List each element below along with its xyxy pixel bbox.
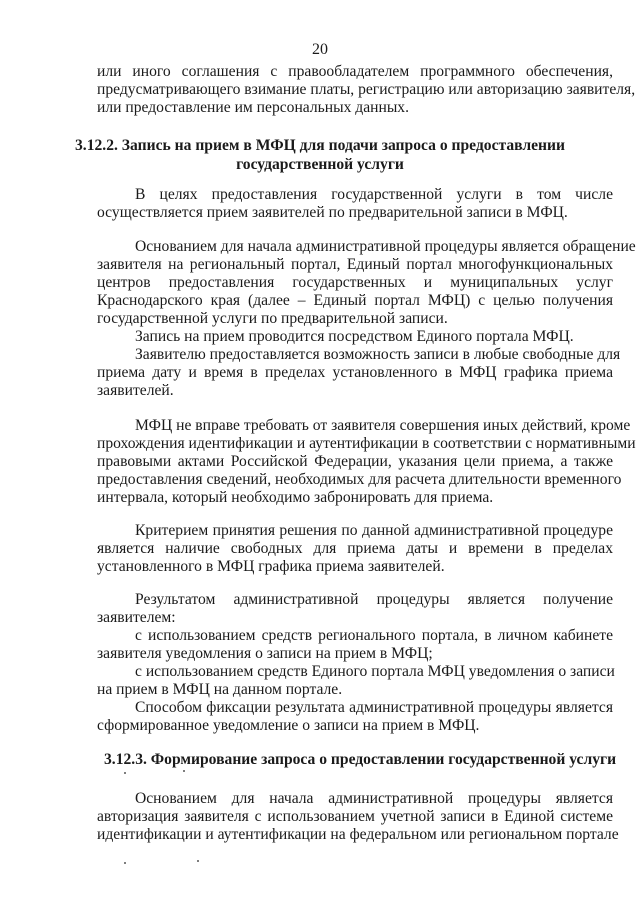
scan-speck	[124, 772, 126, 774]
text-line: Заявителю предоставляется возможность записи в любые свободные для	[135, 346, 621, 363]
scan-speck	[183, 770, 185, 772]
text-line: заявителя на региональный портал, Единый портал многофункциональных	[97, 256, 613, 273]
text-line: Краснодарского края (далее – Единый портал МФЦ) с целью получения	[97, 292, 613, 309]
text-line: с использованием средств Единого портала МФЦ уведомления о записи	[135, 663, 615, 680]
text-line: на прием в МФЦ на данном портале.	[97, 681, 343, 698]
scan-speck	[197, 860, 199, 862]
text-line: установленного в МФЦ графика приема заявителей.	[97, 558, 445, 575]
text-line: Результатом административной процедуры является получение	[135, 591, 613, 608]
text-line: осуществляется прием заявителей по предварительной записи в МФЦ.	[97, 204, 568, 221]
text-line: предусматривающего взимание платы, регистрацию или авторизацию заявителя,	[97, 81, 636, 98]
text-line: предоставления сведений, необходимых для расчета длительности временного	[97, 471, 622, 488]
text-line: В целях предоставления государственной услуги в том числе	[135, 186, 613, 203]
text-line: правовыми актами Российской Федерации, указания цели приема, а также	[97, 453, 613, 470]
text-line: сформированное уведомление о записи на прием в МФЦ.	[97, 717, 480, 734]
text-line: или предоставление им персональных данных.	[97, 99, 409, 116]
text-line: центров предоставления государственных и муниципальных услуг	[97, 274, 613, 291]
text-line: Запись на прием проводится посредством Единого портала МФЦ.	[135, 328, 574, 345]
text-line: прохождения идентификации и аутентификации в соответствии с нормативными	[97, 435, 636, 452]
text-line: или иного соглашения с правообладателем программного обеспечения,	[97, 63, 613, 80]
scan-speck	[124, 862, 126, 864]
text-line: идентификации и аутентификации на федеральном или региональном портале	[97, 826, 619, 843]
text-line: Основанием для начала административной процедуры является обращение	[135, 238, 636, 255]
section-heading-3-12-2: 3.12.2. Запись на прием в МФЦ для подачи запроса о предоставлении	[75, 137, 565, 154]
text-line: заявителей.	[97, 382, 174, 399]
text-line: интервала, который необходимо забронировать для приема.	[97, 489, 494, 506]
section-heading-3-12-2: государственной услуги	[236, 156, 404, 173]
text-line: с использованием средств регионального портала, в личном кабинете	[135, 627, 613, 644]
text-line: Критерием принятия решения по данной административной процедуре	[135, 522, 613, 539]
text-line: заявителя уведомления о записи на прием в МФЦ;	[97, 645, 433, 662]
text-line: Способом фиксации результата административной процедуры является	[135, 699, 613, 716]
text-line: Основанием для начала административной процедуры является	[135, 790, 613, 807]
text-line: авторизация заявителя с использованием учетной записи в Единой системе	[97, 808, 613, 825]
section-heading-3-12-3: 3.12.3. Формирование запроса о предоставлении государственной услуги	[104, 751, 617, 768]
text-line: МФЦ не вправе требовать от заявителя совершения иных действий, кроме	[135, 417, 631, 434]
page-number: 20	[312, 41, 328, 58]
text-line: является наличие свободных для приема даты и времени в пределах	[97, 540, 613, 557]
text-line: государственной услуги по предварительной записи.	[97, 310, 448, 327]
text-line: приема дату и время в пределах установленного в МФЦ графика приема	[97, 364, 613, 381]
text-line: заявителем:	[97, 609, 176, 626]
